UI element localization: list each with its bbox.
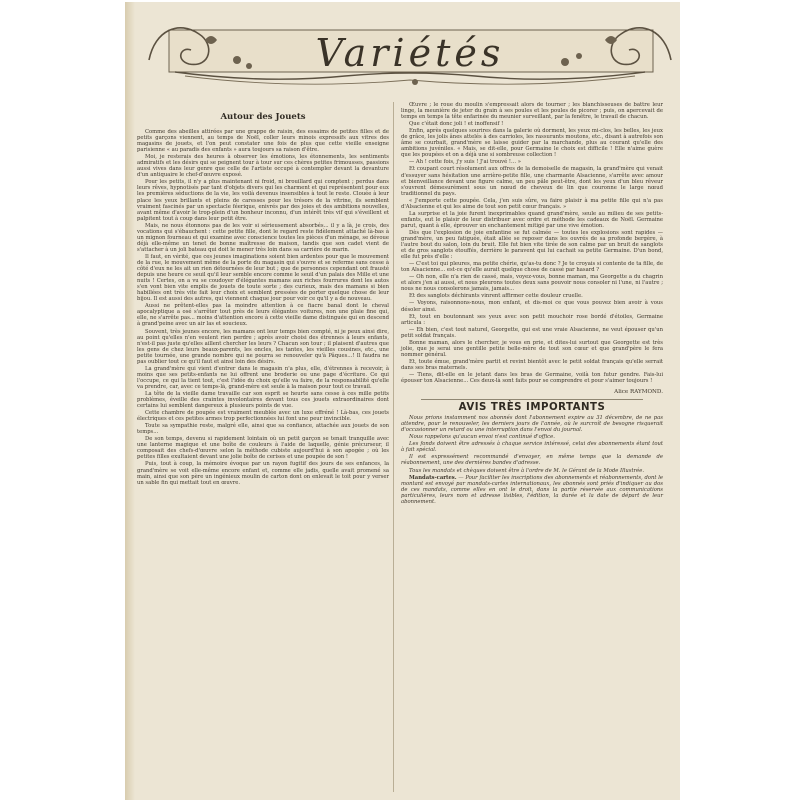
article-paragraph: Aussi ne prêtent-elles pas la moindre attention à ce fiacre banal dont le cheval apocalyptique a osé s'arrêter tout près de leurs élégantes voitures, non une plaie fine qui, elle, ne s'arrête pas... moins d'attention encore à cette vieille dame distinguée qui en descend à grand'peine avec un air las et soucieux. xyxy=(137,303,389,328)
article-paragraph: Pour les petits, il n'y a plus maintenant ni froid, ni brouillard qui comptent ; perdus dans leurs rêves, hypnotisés par tant d'objets divers qui les charment et qui représentent pour eux les premières séductions de la vie, les voilà devenus insensibles à tout le reste. Clouée à leur place les yeux brillants et pleins de caresses pour les trésors de la vitrine, ils semblent vraiment fascinés par un spectacle féerique, enivrés par des joies et des ambitions nouvelles, avant même d'avoir le trop-plein d'un bonheur inconnu, d'un intérêt très vif qui s'éveillent et palpitent tout à coup dans leur petit être. xyxy=(137,179,389,222)
article-paragraph: — C'est toi qui pleures, ma petite chérie, qu'as-tu donc ? Je te croyais si contente de ta fille, de ton Alsacienne... est-ce qu'elle aurait quelque chose de cassé par hasard ? xyxy=(401,261,663,274)
notice-paragraph: Les fonds doivent être adressés à chaque service intéressé, celui des abonnements étant tout à fait spécial. xyxy=(401,441,663,454)
article-paragraph: « J'emporte cette poupée. Cela, j'en suis sûre, va faire plaisir à ma petite fille qui n'a pas d'Alsacienne et qui les aime de tout son petit cœur français. » xyxy=(401,197,663,210)
right-column xyxy=(401,102,663,506)
article-paragraph: — Ah ! cette fois, j'y suis ! J'ai trouvé !... » xyxy=(409,159,521,166)
article-title: Autour des Jouets xyxy=(220,112,306,122)
article-paragraph: Cette chambre de poupée est vraiment meublée avec un luxe effréné ! Là-bas, ces jouets électriques et ces petites armes trop perfectionnées lui font une peur invincible. xyxy=(137,410,389,423)
article-paragraph: Puis, tout à coup, la mémoire évoque par un rayon fugitif des jours de ses enfances, la grand'mère se voit elle-même encore enfant et, comme elle jadis, quelle avait promené sa main, ainsi que son père un ingénieux moulin de carton dont on enlevait le toit pour y verser un sable fin qui mettait tout en œuvre. xyxy=(137,461,389,486)
article-paragraph: — Voyons, raisonnons-nous, mon enfant, et dis-moi ce que vous pouvez bien avoir à vous désoler ainsi. xyxy=(401,300,663,313)
article-paragraph: — Eh bien, c'est tout naturel, Georgette, qui est une vraie Alsacienne, ne veut épouser qu'un petit soldat français. xyxy=(401,326,663,339)
notice-final-text: — Pour faciliter les inscriptions des abonnements et réabonnements, dont le montant est envoyé par mandats-cartes internationaux, les abonnés sont priés d'indiquer au dos de ces mandats, comme elles en ont le droit, dans la partie réservée aux communications particulières, leurs nom et adresse lisibles, l'édition, la durée et la date de départ de leur abonnement. xyxy=(401,474,663,505)
article-paragraph: — Oh non, elle n'a rien de cassé, mais, voyez-vous, bonne maman, ma Georgette a du chagrin et alors j'en ai aussi, et nous pleurons toutes deux sans pouvoir nous consoler ni l'une, ni l'autre ; nous ne nous consolerons jamais, jamais... xyxy=(401,274,663,293)
section-divider xyxy=(421,399,643,400)
article-paragraph: Que c'était donc joli ! et inoffensif ! xyxy=(409,121,504,128)
notice-block xyxy=(401,415,663,505)
article-paragraph: Bonne maman, alors le chercher, je vous en prie, et dites-lui surtout que Georgette est très jolie, que je serai une gentille petite belle-mère de tout son cœur et que grand'père le fera nommer général. xyxy=(401,339,663,358)
article-paragraph: Toute sa sympathie reste, malgré elle, ainsi que sa confiance, attachée aux jouets de son temps... xyxy=(137,423,389,436)
article-paragraph: De son temps, devenu si rapidement lointain où un petit garçon se tenait tranquille avec une lanterne magique et une boîte de couleurs à l'aide de laquelle, génie précurseur, il composait des chefs-d'œuvre selon la méthode cubiste aujourd'hui à son apogée ; où les petites filles exultaient devant une jolie boîte de cerises et une poupée de son ! xyxy=(137,436,389,461)
notice-final-lead: Mandats-cartes. xyxy=(409,474,457,481)
article-paragraph: Souvent, très jeunes encore, les mamans ont leur temps bien compté, ni je peux ainsi dire, au point qu'elles n'en veulent rien perdre ; après avoir choisi des étrennes à leurs enfants, n'est-il pas juste qu'elles aillent chercher les leurs ? Chacun son tour ; il plaisent d'autres que les gens de chez leurs beaux-parents, les oncles, les tantes, les vieilles cousines, etc., une petite tournée, une grande nombre qui ne pourra se renouveler qu'à Pâques...! Il faudra ne pas oublier tout ce qu'il faut et ainsi loin des désirs. xyxy=(137,328,389,365)
column-divider xyxy=(393,102,394,792)
page-edge-shadow xyxy=(125,2,135,800)
notice-paragraph: Nous rappelons qu'aucun envoi n'est continué d'office. xyxy=(409,434,555,441)
article-paragraph: Enfin, après quelques sourires dans la galerie où dorment, les yeux mi-clos, les belles, les jeux de grâce, les jolis ânes attelés à des carrioles, les rassurants moutons, etc., disant à autrefois son âme se courbait, grand'mère se laisse guider par la marchande, plus au courant qu'elle des ambitions juvéniles. « Mais, se dit-elle, pour Germaine le choix est difficile ! Elle n'aime guère que les poupées et on a déjà une si sombreuse collection ! xyxy=(401,128,663,159)
article-paragraph: Mais, ne nous étonnons pas de les voir si sérieusement absorbés... il y a là, je crois, des vocations qui s'ébauchent : cette petite fille, dont le regard reste fidèlement attaché là-bas à un mignon fourneau et qui examine avec conscience toutes les pièces d'un ménage, se dévoue déjà elle-même un tenet de bonne maîtresse de maison, tandis que son cadet vient de s'attacher à un joli bateau qui doit le mener très loin dans sa carrière de marin. xyxy=(137,222,389,253)
notice-title: AVIS TRÈS IMPORTANTS xyxy=(458,402,606,414)
article-paragraph: Et, tout en boutonnant ses yeux avec son petit mouchoir rose bordé d'étoiles, Germaine articula : xyxy=(401,313,663,326)
article-paragraph: Moi, je resterais des heures à observer les émotions, les étonnements, les sentiments admiratifs et les désirs qui se peignent tour à tour sur ces chères petites frimousses, passions aussi vives dans leur genre que celle de l'artiste occupé à contempler devant la devanture d'un antiquaire le chef-d'œuvre exposé. xyxy=(137,154,389,179)
notice-paragraph-final xyxy=(401,475,663,505)
article-paragraph: — Tiens, dit-elle en le jetant dans les bras de Germaine, voilà ton futur gendre. Fais-lui épouser ton Alsacienne... Ces deux-là sont faits pour se comprendre et pour s'aimer toujours ! xyxy=(401,371,663,385)
article-paragraph: Comme des abeilles attirées par une grappe de raisin, des essaims de petites filles et de petits garçons viennent, au temps de Noël, coller leurs minois expressifs aux vitres des magasins de jouets, et l'on peut constater une fois de plus que cette vieille enseigne parisienne « au paradis des enfants » aura toujours sa raison d'être. xyxy=(137,129,389,154)
article-paragraph: La surprise et la joie furent inexprimables quand grand'mère, seule au milieu de ses petits-enfants, eut le plaisir de leur distribuer avec ordre et méthode les cadeaux de Noël. Germaine parut, quant à elle, éprouver un enchantement mitigé par une vive émotion. xyxy=(401,210,663,229)
article-paragraph: Et coupant court résolument aux offres de la demoiselle de magasin, la grand'mère qui venait d'essuyer sans hésitation une arrière-petite fille, une charmante Alsacienne, s'arrête avec amour et bienveillance devant une figure calme, un peu pâle peut-être, dont les yeux d'un bleu rêveur s'ouvrent démesurément sous un nœud de cheveux de lin que couronne le large nœud traditionnel du pays. xyxy=(401,166,663,197)
notice-paragraph: Nous prions instamment nos abonnés dont l'abonnement expire au 31 décembre, de ne pas attendre, pour le renouveler, les derniers jours de l'année, où le surcroît de besogne risquerait d'occasionner un retard ou une interruption dans l'envoi du journal. xyxy=(401,415,663,434)
left-column xyxy=(137,108,389,487)
article-paragraph: Et, toute émue, grand'mère partit et revint bientôt avec le petit soldat français qu'elle serrait dans ses bras maternels. xyxy=(401,358,663,371)
varietes-banner xyxy=(145,10,675,90)
author-signature: Alice RAYMOND. xyxy=(614,389,663,396)
article-paragraph: Œuvre ; le roue du moulin s'empressait alors de tourner ; les blanchisseuses de battre leur linge, la meunière de jeter du grain à ses poules et les poules de picorer ; puis, on apercevait de temps en temps la tête enfarinée du meunier surveillant, par la fenêtre, le travail de chacun. xyxy=(401,102,663,121)
article-paragraph: La grand'mère qui vient d'entrer dans le magasin n'a plus, elle, d'étrennes à recevoir, à moins que ses petits-enfants ne lui offrent une broderie ou une page d'écriture. Ce qui l'occupe, ce qui la tient tout, c'est l'idée du choix qu'elle va faire, de la responsabilité qu'elle va prendre, car, avec ce temps-là, grand-mère est seule à la maison pour tout ce travail. xyxy=(137,365,389,390)
magazine-page xyxy=(125,2,680,800)
notice-paragraph: Tous les mandats et chèques doivent être à l'ordre de M. le Gérant de la Mode Illustrée. xyxy=(409,467,645,474)
banner-title: Variétés xyxy=(315,31,505,75)
article-paragraph: Il faut, en vérité, que ces jeunes imaginations soient bien ardentes pour que le mouvement de la rue, le mouvement même de la porte du magasin qui s'ouvre et se referme sans cesse à côté d'eux ne les ait un rien détournées de leur but ; que de personnes cependant ont frausté depuis une heure ce seuil qu'il leur semble encore comme le seuil d'un palais des Mille et une nuits ! Certes, on a vu se coudoyer d'élégantes mamans aux riches fourrures dont les autos s'en vont bien vite emplis de jouets de toute sorte ; des curieux, mais des mamans si bien habillées ont très vite fait leur choix et semblent pressées de porter quelque chose de leur bijou. Il est aussi des autres, qui viennent chaque jour pour voir ce qu'il y a de nouveau. xyxy=(137,253,389,303)
article-paragraph: Et des sanglots déchirants vinrent affirmer cette douleur cruelle. xyxy=(409,293,583,300)
article-paragraph: La tête de la vieille dame travaille car son esprit se heurte sans cesse à ces mille petits problèmes, éveille des craintes involontaires devant tous ces jouets extraordinaires dont certains lui semblent dangereux à plusieurs points de vue. xyxy=(137,390,389,410)
article-paragraph: Dès que l'explosion de joie enfantine se fut calmée — toutes les explosions sont rapides — grand'mère, un peu fatiguée, était allée se reposer dans les ouvrés de sa profonde bergère, à l'autre bout du salon, loin du bruit. Elle fut bien vite tirée de son calme par un bruit de sanglots et de gros sanglots étouffés, derrière le paravent qui lui cachait sa petite Germaine. D'un bond, elle fut près d'elle : xyxy=(401,229,663,261)
notice-paragraph: Il est expressément recommandé d'envoyer, en même temps que la demande de réabonnement, une des dernières bandes d'adresse. xyxy=(401,454,663,467)
